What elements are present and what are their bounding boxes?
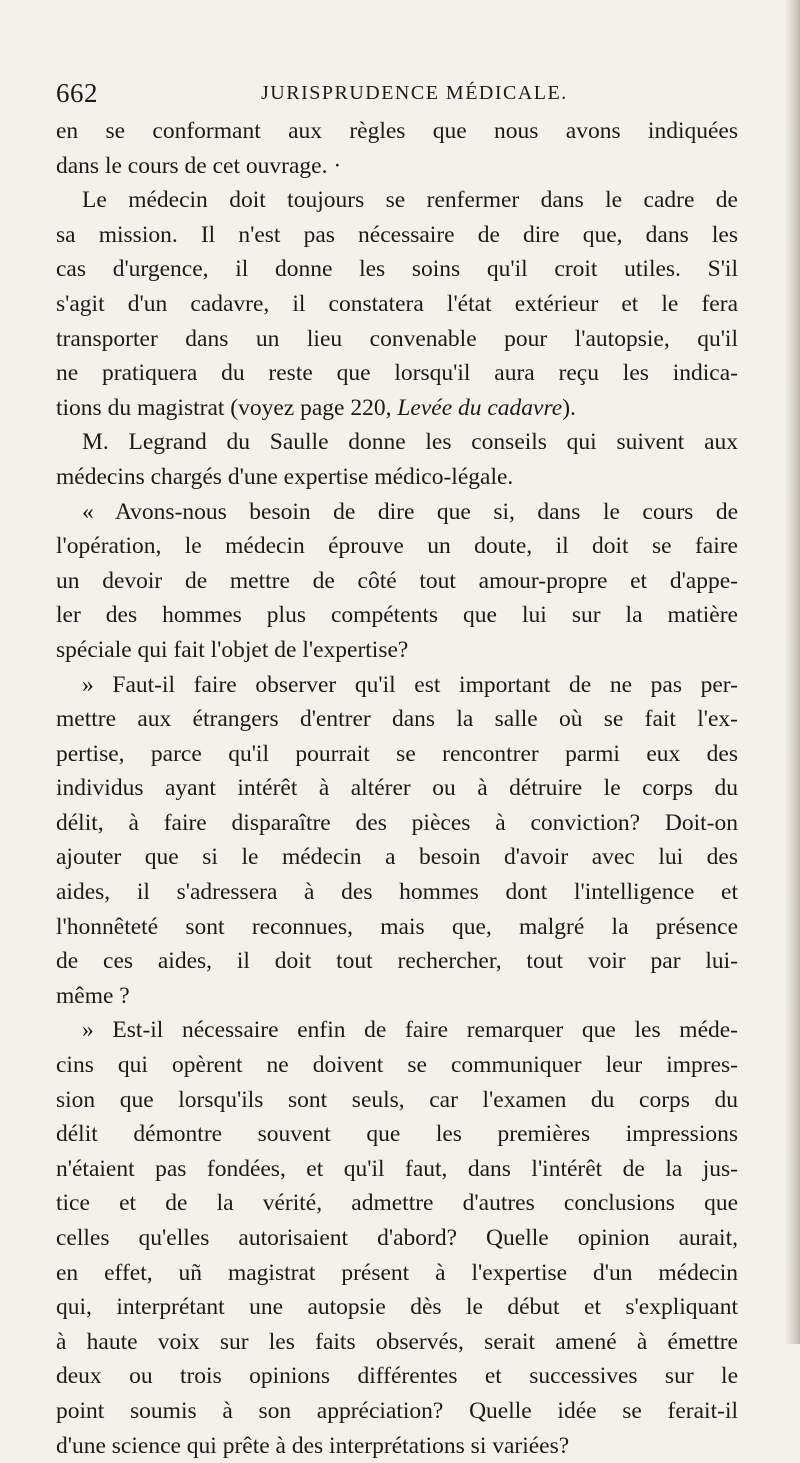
text-line: aides, il s'adressera à des hommes dont l'intelligence et: [56, 879, 738, 906]
text-line: deux ou trois opinions différentes et successives sur le: [56, 1363, 738, 1390]
text-line: transporter dans un lieu convenable pour l'autopsie, qu'il: [56, 325, 738, 352]
text-line: tions du magistrat (voyez page 220,: [56, 394, 398, 421]
text-line: cins qui opèrent ne doivent se communiquer leur impres-: [56, 1052, 738, 1079]
text-line: de ces aides, il doit tout rechercher, tout voir par lui-: [56, 948, 738, 975]
text-line: s'agit d'un cadavre, il constatera l'état extérieur et le fera: [56, 290, 738, 317]
page-header: [56, 78, 746, 118]
text-line: M. Legrand du Saulle donne les conseils qui suivent aux: [82, 429, 738, 456]
text-line: d'une science qui prête à des interprétations si variées?: [56, 1432, 570, 1459]
text-line: délit démontre souvent que les premières impressions: [56, 1121, 738, 1148]
text-line: l'honnêteté sont reconnues, mais que, malgré la présence: [56, 913, 738, 940]
text-line: en se conformant aux règles que nous avons indiquées: [56, 118, 738, 144]
text-line: mettre aux étrangers d'entrer dans la salle où se fait l'ex-: [56, 706, 738, 733]
text-line: délit, à faire disparaître des pièces à conviction? Doit-on: [56, 809, 738, 836]
text-line: point soumis à son appréciation? Quelle idée se ferait-il: [56, 1397, 738, 1424]
text-line: à haute voix sur les faits observés, serait amené à émettre: [56, 1328, 738, 1355]
text-line: sa mission. Il n'est pas nécessaire de dire que, dans les: [56, 221, 738, 248]
text-line: en effet, uñ magistrat présent à l'expertise d'un médecin: [56, 1259, 738, 1286]
italic-reference: Levée du cadavre: [397, 394, 563, 421]
text-line: » Faut-il faire observer qu'il est important de ne pas per-: [82, 671, 738, 698]
text-line: spéciale qui fait l'objet de l'expertise?: [56, 636, 409, 663]
text-line: dans le cours de cet ouvrage. ·: [56, 152, 342, 179]
text-line: qui, interprétant une autopsie dès le début et s'expliquant: [56, 1294, 738, 1321]
text-line: tice et de la vérité, admettre d'autres conclusions que: [56, 1190, 738, 1217]
text-line: Le médecin doit toujours se renfermer dans le cadre de: [82, 187, 738, 214]
text-line: n'étaient pas fondées, et qu'il faut, dans l'intérêt de la jus-: [56, 1155, 738, 1182]
text-line: l'opération, le médecin éprouve un doute, il doit se faire: [56, 533, 738, 560]
text-line: cas d'urgence, il donne les soins qu'il croit utiles. S'il: [56, 256, 738, 283]
text-line: ne pratiquera du reste que lorsqu'il aura reçu les indica-: [56, 360, 738, 387]
text-line: sion que lorsqu'ils sont seuls, car l'examen du corps du: [56, 1086, 738, 1113]
text-line: pertise, parce qu'il pourrait se rencontrer parmi eux des: [56, 740, 738, 767]
text-line-tail: ).: [562, 394, 576, 421]
page-number: 662: [56, 78, 98, 108]
text-line: » Est-il nécessaire enfin de faire remarquer que les méde-: [82, 1017, 738, 1044]
text-line: ajouter que si le médecin a besoin d'avoir avec lui des: [56, 844, 738, 871]
text-line: individus ayant intérêt à altérer ou à détruire le corps du: [56, 775, 738, 802]
text-line-with-reference: [56, 391, 738, 426]
running-head: JURISPRUDENCE MÉDICALE.: [261, 82, 568, 104]
page-edge-shadow: [784, 0, 800, 1344]
text-line: médecins chargés d'une expertise médico-légale.: [56, 463, 514, 490]
text-line: celles qu'elles autorisaient d'abord? Quelle opinion aurait,: [56, 1225, 738, 1251]
text-line: un devoir de mettre de côté tout amour-propre et d'appe-: [56, 567, 738, 594]
text-line: ler des hommes plus compétents que lui sur la matière: [56, 602, 738, 629]
body-text: [56, 114, 738, 1463]
text-line: « Avons-nous besoin de dire que si, dans le cours de: [82, 498, 738, 525]
text-line: même ?: [56, 982, 130, 1009]
